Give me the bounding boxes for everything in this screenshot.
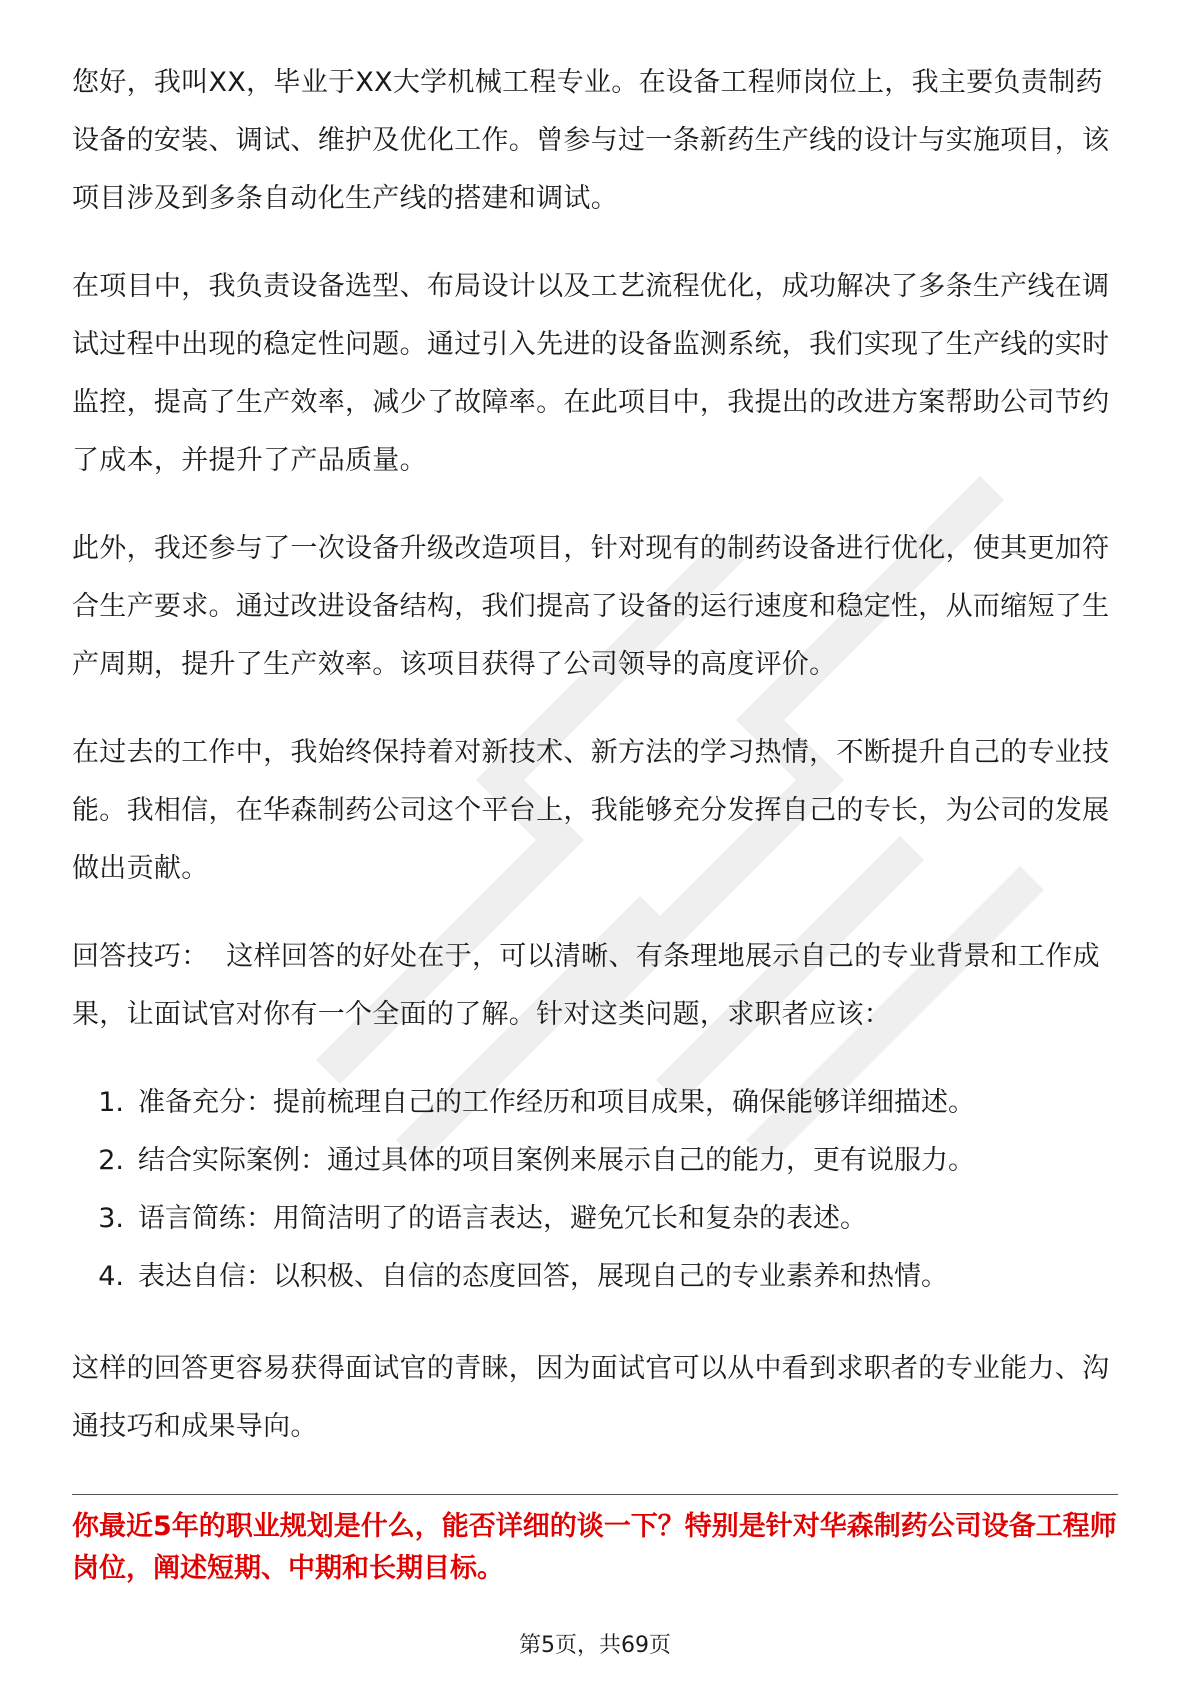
list-item [72,1132,1118,1190]
list-number: 2. [98,1145,124,1176]
tips-label: 回答技巧： [72,941,209,972]
list-number: 1. [98,1087,124,1118]
list-text: 语言简练：用简洁明了的语言表达，避免冗长和复杂的表述。 [138,1203,867,1234]
paragraph-conclusion: 这样的回答更容易获得面试官的青睐，因为面试官可以从中看到求职者的专业能力、沟通技巧和成果导向。 [72,1353,1110,1442]
page-number-footer: 第5页，共69页 [519,1633,671,1658]
document-body [72,54,1118,1486]
tips-paragraph [72,928,1118,1044]
list-number: 4. [98,1261,124,1292]
list-number: 3. [98,1203,124,1234]
paragraph-upgrade: 此外，我还参与了一次设备升级改造项目，针对现有的制药设备进行优化，使其更加符合生产要求。通过改进设备结构，我们提高了设备的运行速度和稳定性，从而缩短了生产周期，提升了生产效率。该项目获得了公司领导的高度评价。 [72,533,1110,680]
paragraph-project: 在项目中，我负责设备选型、布局设计以及工艺流程优化，成功解决了多条生产线在调试过程中出现的稳定性问题。通过引入先进的设备监测系统，我们实现了生产线的实时监控，提高了生产效率，减少了故障率。在此项目中，我提出的改进方案帮助公司节约了成本，并提升了产品质量。 [72,271,1110,476]
list-text: 结合实际案例：通过具体的项目案例来展示自己的能力，更有说服力。 [138,1145,975,1176]
paragraph-intro: 您好，我叫XX，毕业于XX大学机械工程专业。在设备工程师岗位上，我主要负责制药设备的安装、调试、维护及优化工作。曾参与过一条新药生产线的设计与实施项目，该项目涉及到多条自动化生产线的搭建和调试。 [72,67,1110,214]
list-text: 表达自信：以积极、自信的态度回答，展现自己的专业素养和热情。 [138,1261,948,1292]
next-question-heading: 你最近5年的职业规划是什么，能否详细的谈一下？特别是针对华森制药公司设备工程师岗位，阐述短期、中期和长期目标。 [72,1511,1117,1584]
section-divider [72,1494,1118,1495]
tips-text: 这样回答的好处在于，可以清晰、有条理地展示自己的专业背景和工作成果，让面试官对你有一个全面的了解。针对这类问题，求职者应该： [72,941,1100,1030]
paragraph-closing: 在过去的工作中，我始终保持着对新技术、新方法的学习热情，不断提升自己的专业技能。我相信，在华森制药公司这个平台上，我能够充分发挥自己的专长，为公司的发展做出贡献。 [72,737,1110,884]
list-item [72,1190,1118,1248]
list-text: 准备充分：提前梳理自己的工作经历和项目成果，确保能够详细描述。 [138,1087,975,1118]
list-item [72,1074,1118,1132]
list-item [72,1248,1118,1306]
tips-list [72,1074,1118,1306]
